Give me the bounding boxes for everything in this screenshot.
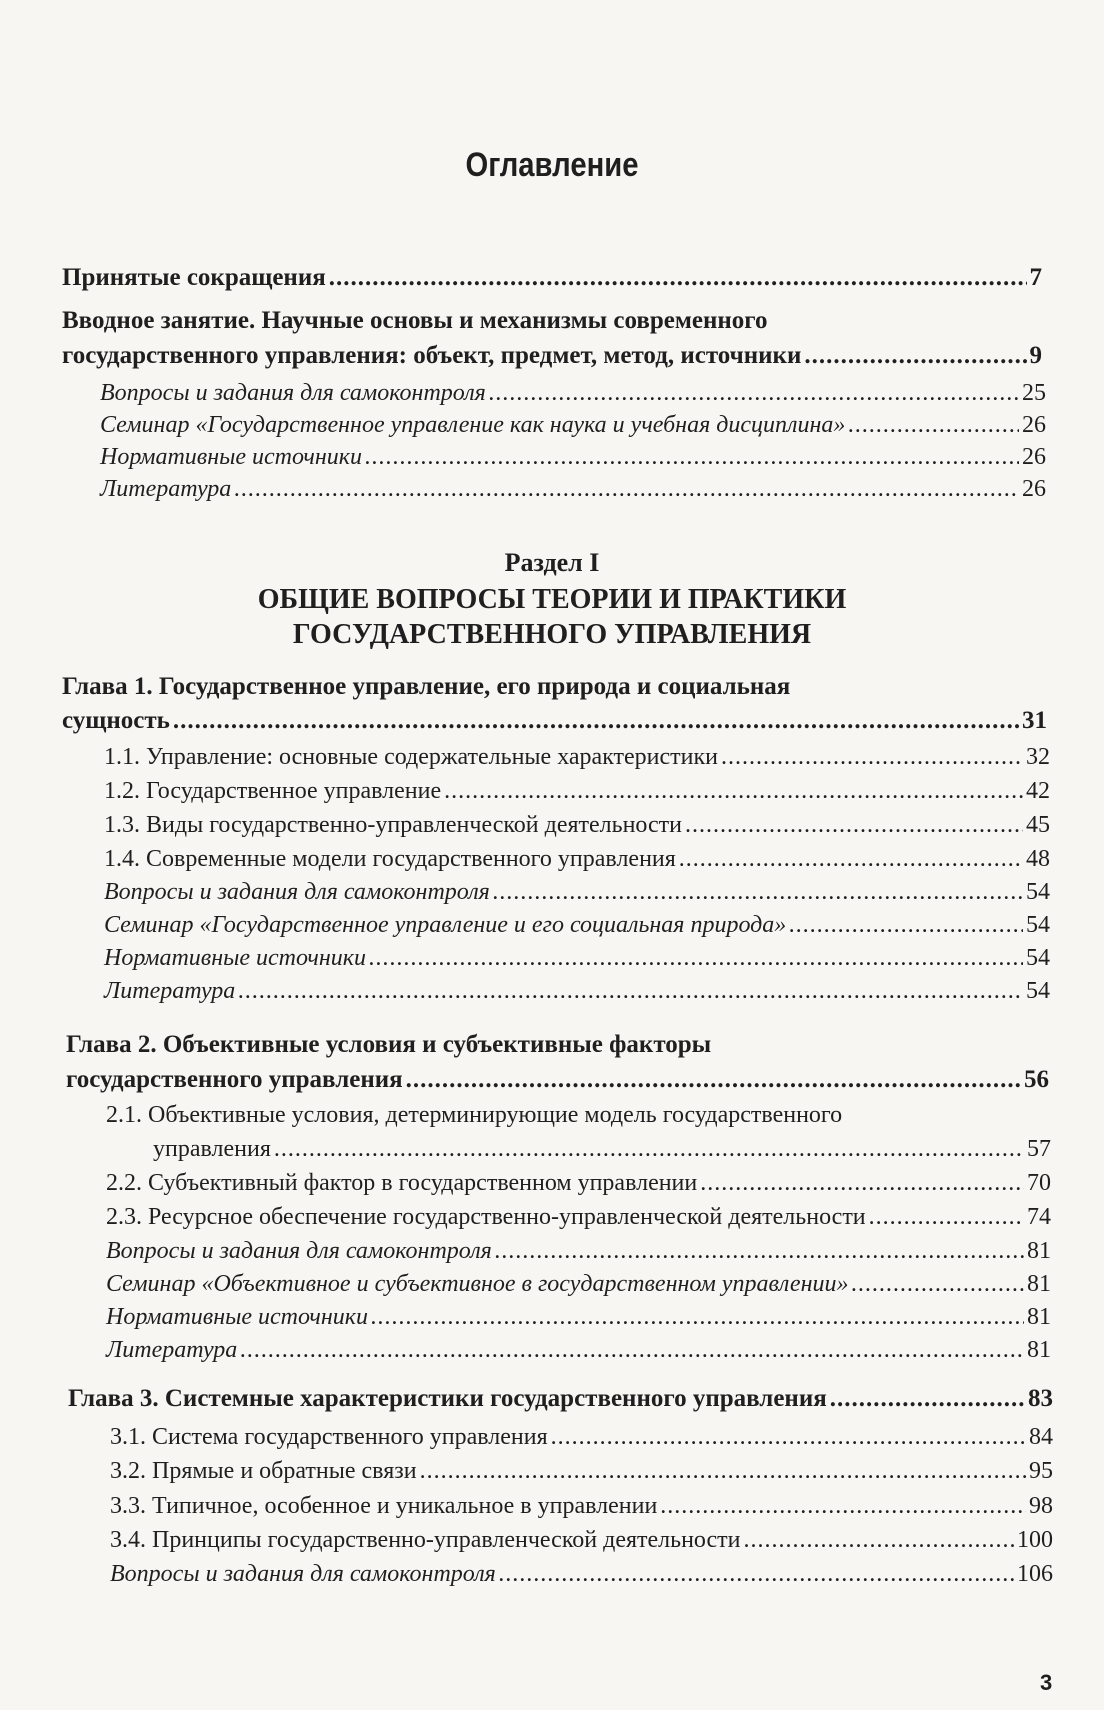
toc-page-number: 26 [1022, 444, 1046, 470]
toc-entry-chapter-3[interactable] [68, 1384, 1053, 1414]
toc-entry-text: Вопросы и задания для самоконтроля [106, 1238, 492, 1264]
toc-subentry[interactable] [110, 1525, 1053, 1555]
toc-page-number: 54 [1026, 978, 1050, 1004]
toc-entry-intro-line1: Вводное занятие. Научные основы и механизмы современного [62, 307, 768, 334]
leader-dots [240, 1335, 1024, 1365]
toc-subentry[interactable] [104, 910, 1050, 940]
leader-dots [685, 810, 1023, 840]
leader-dots [848, 410, 1019, 440]
toc-entry-text: Семинар «Объективное и субъективное в государственном управлении» [106, 1271, 849, 1297]
page-number: 3 [1040, 1670, 1053, 1695]
toc-page-number: 81 [1027, 1238, 1051, 1264]
toc-entry-chapter-1[interactable] [62, 706, 1047, 736]
toc-subentry[interactable] [106, 1302, 1051, 1332]
toc-entry-intro[interactable] [62, 341, 1042, 371]
toc-page-number: 100 [1017, 1527, 1053, 1553]
toc-page-number: 81 [1027, 1337, 1051, 1363]
toc-entry-text: государственного управления: объект, предмет, метод, источники [62, 342, 802, 369]
toc-subentry[interactable] [106, 1168, 1051, 1198]
toc-page-number: 48 [1026, 846, 1050, 872]
toc-entry-text: 3.3. Типичное, особенное и уникальное в управлении [110, 1493, 658, 1519]
leader-dots [238, 976, 1023, 1006]
toc-page-number: 57 [1027, 1136, 1051, 1162]
toc-page-number: 25 [1022, 380, 1046, 406]
toc-page-number: 70 [1027, 1170, 1051, 1196]
toc-page-number: 81 [1027, 1304, 1051, 1330]
leader-dots [789, 910, 1023, 940]
toc-subentry[interactable] [100, 474, 1046, 504]
toc-page-number: 7 [1029, 264, 1042, 291]
toc-page-number: 98 [1029, 1493, 1053, 1519]
toc-entry-text: Семинар «Государственное управление и его социальная природа» [104, 912, 787, 938]
toc-page-number: 31 [1022, 707, 1047, 734]
toc-entry-text: Литература [104, 978, 236, 1004]
toc-page-number: 32 [1026, 744, 1050, 770]
leader-dots [234, 474, 1019, 504]
toc-entry-text: Глава 3. Системные характеристики государственного управления [68, 1385, 827, 1412]
toc-subentry[interactable] [106, 1269, 1051, 1299]
toc-entry-text: Вопросы и задания для самоконтроля [110, 1561, 496, 1587]
toc-subentry[interactable] [110, 1422, 1053, 1452]
toc-subentry[interactable] [104, 844, 1050, 874]
leader-dots [869, 1202, 1024, 1232]
toc-page-number: 9 [1029, 342, 1042, 369]
toc-entry-text: Вопросы и задания для самоконтроля [100, 380, 486, 406]
toc-subentry[interactable] [104, 776, 1050, 806]
toc-entry-abbreviations[interactable] [62, 263, 1042, 293]
leader-dots [493, 877, 1023, 907]
toc-entry-text: 3.1. Система государственного управления [110, 1424, 548, 1450]
toc-subentry[interactable] [100, 442, 1046, 472]
toc-page-number: 45 [1026, 812, 1050, 838]
toc-subentry[interactable] [153, 1134, 1051, 1164]
chapter-2-line1: Глава 2. Объективные условия и субъективные факторы [66, 1031, 712, 1058]
toc-page-number: 56 [1024, 1066, 1049, 1093]
toc-subentry[interactable] [104, 742, 1050, 772]
leader-dots [551, 1422, 1026, 1452]
page-title: Оглавление [465, 146, 639, 184]
leader-dots [660, 1491, 1026, 1521]
toc-entry-text: 3.2. Прямые и обратные связи [110, 1458, 417, 1484]
toc-page-number: 54 [1026, 912, 1050, 938]
toc-page-number: 95 [1029, 1458, 1053, 1484]
section-title-line2: ГОСУДАРСТВЕННОГО УПРАВЛЕНИЯ [292, 619, 812, 650]
toc-entry-text: 1.2. Государственное управление [104, 778, 442, 804]
toc-subentry[interactable] [104, 976, 1050, 1006]
toc-subentry[interactable] [104, 943, 1050, 973]
toc-entry-chapter-2[interactable] [66, 1065, 1049, 1095]
toc-subentry[interactable] [110, 1559, 1053, 1589]
toc-subentry[interactable] [106, 1236, 1051, 1266]
toc-page-number: 42 [1026, 778, 1050, 804]
toc-entry-text: 1.1. Управление: основные содержательные характеристики [104, 744, 719, 770]
toc-entry-text: 3.4. Принципы государственно-управленческой деятельности [110, 1527, 741, 1553]
toc-entry-text: 1.3. Виды государственно-управленческой деятельности [104, 812, 683, 838]
toc-entry-text: 2.3. Ресурсное обеспечение государственно-управленческой деятельности [106, 1204, 866, 1230]
leader-dots [495, 1236, 1024, 1266]
leader-dots [851, 1269, 1024, 1299]
leader-dots [700, 1168, 1024, 1198]
toc-subentry[interactable] [110, 1456, 1053, 1486]
toc-entry-text: Литература [106, 1337, 238, 1363]
toc-subentry[interactable] [110, 1491, 1053, 1521]
toc-page-number: 26 [1022, 412, 1046, 438]
toc-entry-text: 2.2. Субъективный фактор в государственном управлении [106, 1170, 698, 1196]
leader-dots [804, 341, 1026, 371]
leader-dots [406, 1065, 1021, 1095]
leader-dots [329, 263, 1027, 293]
chapter-1-line1: Глава 1. Государственное управление, его природа и социальная [62, 673, 791, 700]
section-label: Раздел I [504, 548, 600, 577]
toc-page-number: 74 [1027, 1204, 1051, 1230]
toc-entry-text: Нормативные источники [106, 1304, 368, 1330]
toc-page-number: 84 [1029, 1424, 1053, 1450]
toc-subentry[interactable] [100, 410, 1046, 440]
leader-dots [365, 442, 1019, 472]
leader-dots [274, 1134, 1024, 1164]
toc-entry-text: Нормативные источники [100, 444, 362, 470]
leader-dots [173, 706, 1019, 736]
toc-subentry[interactable] [106, 1335, 1051, 1365]
leader-dots [679, 844, 1023, 874]
toc-subentry[interactable] [100, 378, 1046, 408]
toc-entry-text: Нормативные источники [104, 945, 366, 971]
toc-entry-text: государственного управления [66, 1066, 403, 1093]
toc-page-number: 54 [1026, 945, 1050, 971]
leader-dots [420, 1456, 1026, 1486]
toc-entry-text: Вопросы и задания для самоконтроля [104, 879, 490, 905]
toc-page-number: 26 [1022, 476, 1046, 502]
toc-entry-text: Семинар «Государственное управление как наука и учебная дисциплина» [100, 412, 846, 438]
toc-subentry[interactable] [104, 810, 1050, 840]
toc-subentry[interactable] [104, 877, 1050, 907]
leader-dots [721, 742, 1023, 772]
toc-page-number: 106 [1017, 1561, 1053, 1587]
leader-dots [369, 943, 1023, 973]
toc-entry-text: сущность [62, 707, 170, 734]
toc-entry-text: Принятые сокращения [62, 264, 326, 291]
toc-page-number: 81 [1027, 1271, 1051, 1297]
leader-dots [444, 776, 1023, 806]
leader-dots [489, 378, 1019, 408]
toc-entry-text: 1.4. Современные модели государственного управления [104, 846, 676, 872]
toc-entry-text: управления [153, 1136, 271, 1162]
toc-page-number: 54 [1026, 879, 1050, 905]
leader-dots [499, 1559, 1014, 1589]
toc-entry-text: Литература [100, 476, 232, 502]
toc-page-number: 83 [1028, 1385, 1053, 1412]
leader-dots [371, 1302, 1024, 1332]
section-title-line1: ОБЩИЕ ВОПРОСЫ ТЕОРИИ И ПРАКТИКИ [257, 584, 847, 615]
toc-subentry[interactable] [106, 1202, 1051, 1232]
leader-dots [830, 1384, 1025, 1414]
toc-subentry-line1: 2.1. Объективные условия, детерминирующие модель государственного [106, 1102, 843, 1128]
leader-dots [744, 1525, 1014, 1555]
